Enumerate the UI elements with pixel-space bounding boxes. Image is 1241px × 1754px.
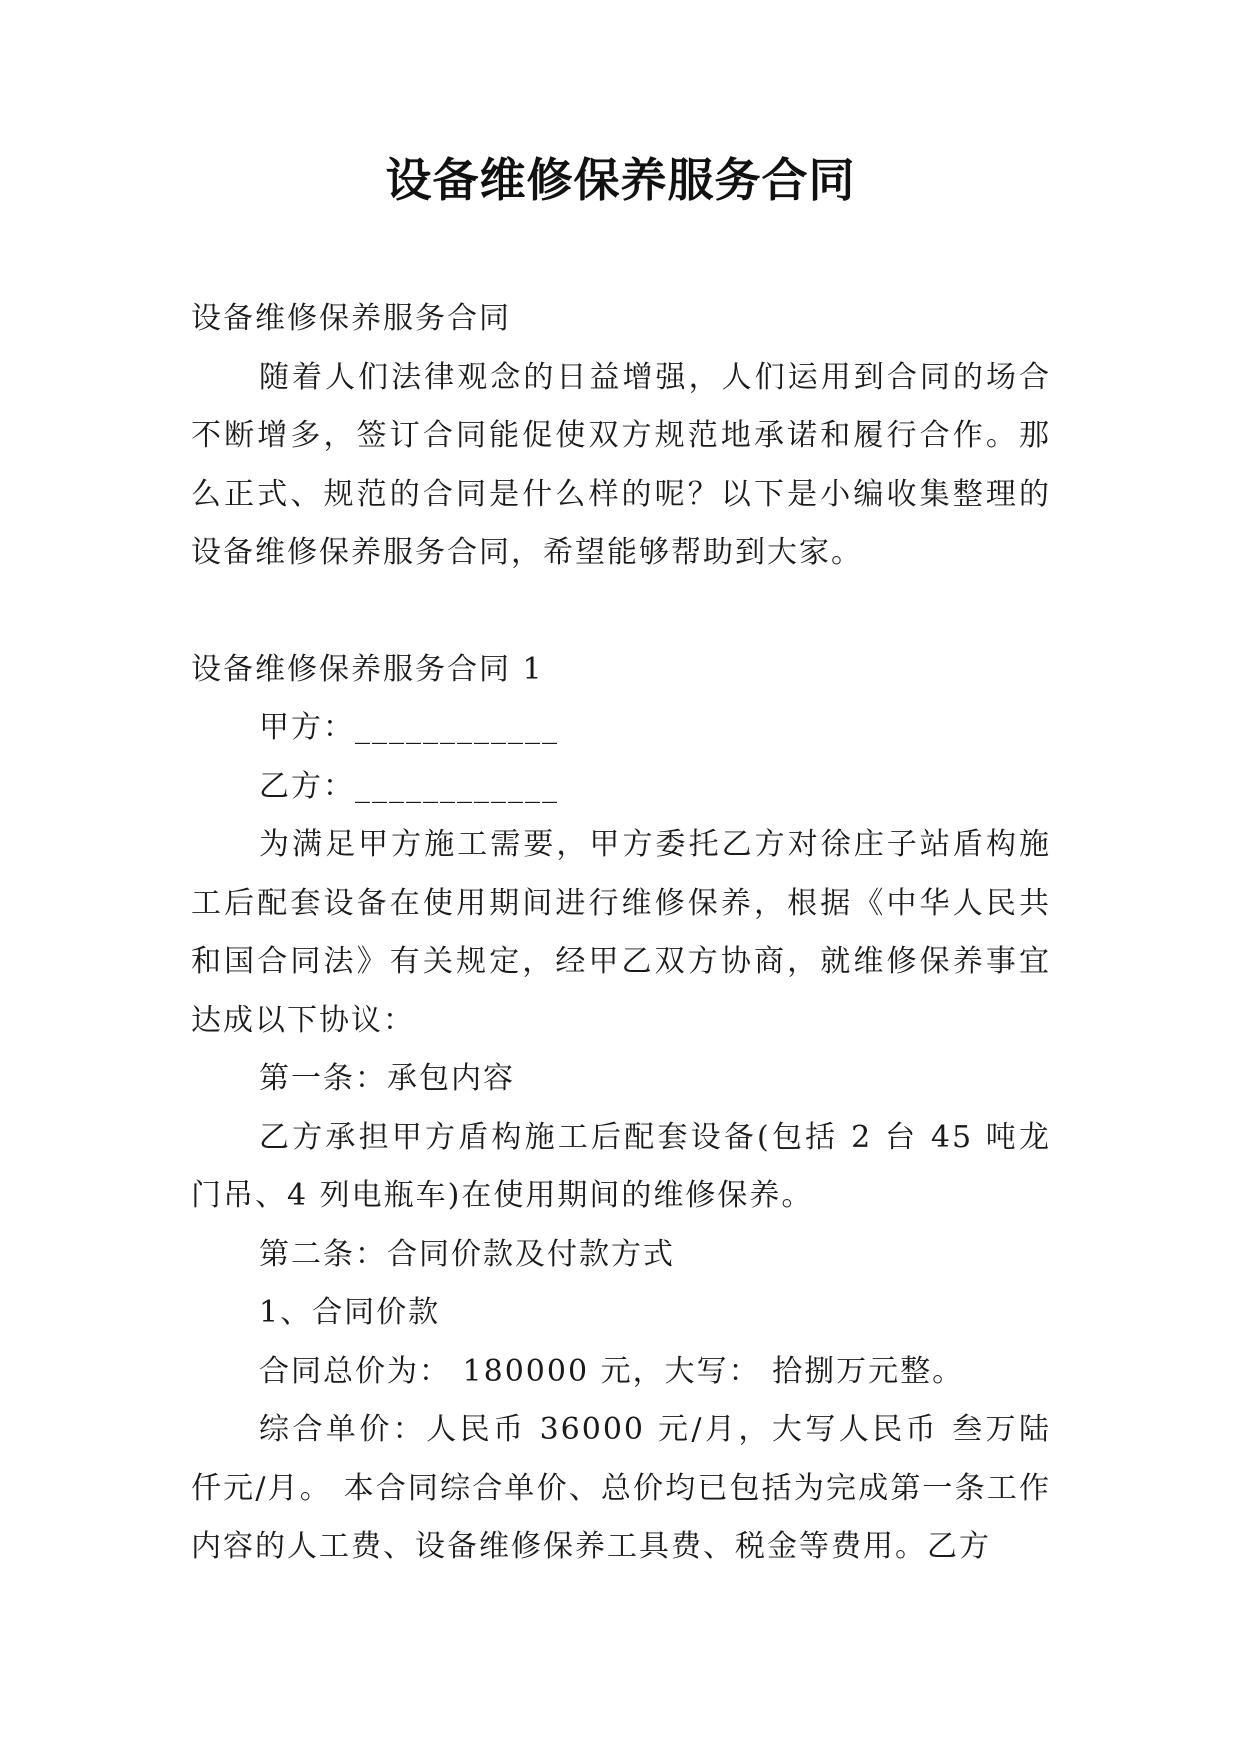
contract-price-heading: 1、合同价款 bbox=[259, 1295, 441, 1330]
contract-section-heading: 设备维修保养服务合同 1 bbox=[191, 651, 544, 687]
document-body bbox=[191, 290, 1051, 1577]
document-title: 设备维修保养服务合同 bbox=[385, 153, 856, 207]
article-1-heading: 第一条：承包内容 bbox=[259, 1061, 515, 1096]
contract-name-line: 设备维修保养服务合同 bbox=[191, 301, 511, 336]
intro-paragraph: 随着人们法律观念的日益增强，人们运用到合同的场合不断增多，签订合同能促使双方规范地承诺和履行合作。那么正式、规范的合同是什么样的呢？以下是小编收集整理的设备维修保养服务合同，希望能够帮助到大家。 bbox=[191, 359, 1051, 570]
article-1-content: 乙方承担甲方盾构施工后配套设备(包括 2 台 45 吨龙门吊、4 列电瓶车)在使用期间的维修保养。 bbox=[191, 1119, 1051, 1213]
unit-price-paragraph: 综合单价：人民币 36000 元/月，大写人民币 叁万陆仟元/月。 本合同综合单价、总价均已包括为完成第一条工作内容的人工费、设备维修保养工具费、税金等费用。乙方 bbox=[191, 1412, 1051, 1564]
article-2-heading: 第二条：合同价款及付款方式 bbox=[259, 1236, 675, 1272]
total-price-line: 合同总价为： 180000 元，大写： 拾捌万元整。 bbox=[259, 1353, 965, 1389]
party-b-line: 乙方：____________ bbox=[259, 768, 559, 804]
paragraph-gap bbox=[191, 583, 1051, 641]
party-a-line: 甲方：____________ bbox=[259, 710, 559, 745]
preamble-paragraph: 为满足甲方施工需要，甲方委托乙方对徐庄子站盾构施工后配套设备在使用期间进行维修保养，根据《中华人民共和国合同法》有关规定，经甲乙双方协商，就维修保养事宜达成以下协议： bbox=[191, 827, 1051, 1038]
